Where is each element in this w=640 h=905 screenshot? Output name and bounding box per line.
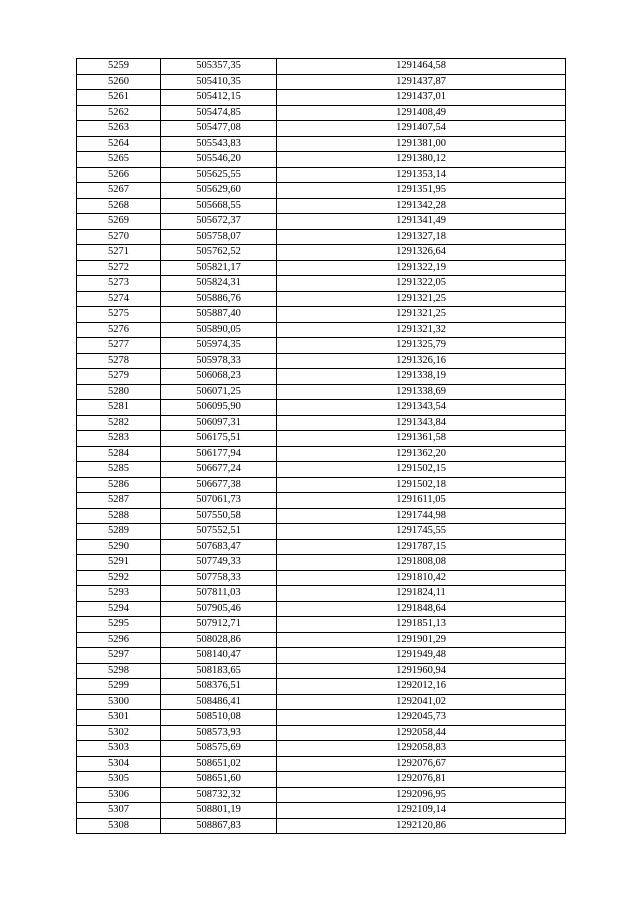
point-number-cell: 5269	[77, 214, 161, 230]
x-coordinate-cell: 505357,35	[161, 59, 277, 75]
table-row	[77, 694, 566, 710]
table-row	[77, 90, 566, 106]
point-number-cell: 5279	[77, 369, 161, 385]
x-coordinate-cell: 505887,40	[161, 307, 277, 323]
table-row	[77, 384, 566, 400]
x-coordinate-cell: 508801,19	[161, 803, 277, 819]
point-number-cell: 5268	[77, 198, 161, 214]
point-number-cell: 5287	[77, 493, 161, 509]
point-number-cell: 5294	[77, 601, 161, 617]
y-coordinate-cell: 1291901,29	[277, 632, 566, 648]
x-coordinate-cell: 507061,73	[161, 493, 277, 509]
x-coordinate-cell: 505546,20	[161, 152, 277, 168]
y-coordinate-cell: 1291949,48	[277, 648, 566, 664]
x-coordinate-cell: 506097,31	[161, 415, 277, 431]
x-coordinate-cell: 508510,08	[161, 710, 277, 726]
point-number-cell: 5266	[77, 167, 161, 183]
x-coordinate-cell: 505821,17	[161, 260, 277, 276]
point-number-cell: 5283	[77, 431, 161, 447]
point-number-cell: 5276	[77, 322, 161, 338]
y-coordinate-cell: 1291848,64	[277, 601, 566, 617]
x-coordinate-cell: 505978,33	[161, 353, 277, 369]
x-coordinate-cell: 508183,65	[161, 663, 277, 679]
coordinates-table-body	[77, 59, 566, 834]
point-number-cell: 5284	[77, 446, 161, 462]
table-row	[77, 229, 566, 245]
point-number-cell: 5289	[77, 524, 161, 540]
x-coordinate-cell: 505762,52	[161, 245, 277, 261]
point-number-cell: 5306	[77, 787, 161, 803]
x-coordinate-cell: 506068,23	[161, 369, 277, 385]
x-coordinate-cell: 507552,51	[161, 524, 277, 540]
point-number-cell: 5286	[77, 477, 161, 493]
point-number-cell: 5288	[77, 508, 161, 524]
table-row	[77, 663, 566, 679]
table-row	[77, 369, 566, 385]
x-coordinate-cell: 506095,90	[161, 400, 277, 416]
table-row	[77, 477, 566, 493]
y-coordinate-cell: 1291851,13	[277, 617, 566, 633]
table-row	[77, 136, 566, 152]
x-coordinate-cell: 507683,47	[161, 539, 277, 555]
table-row	[77, 632, 566, 648]
point-number-cell: 5259	[77, 59, 161, 75]
table-row	[77, 291, 566, 307]
point-number-cell: 5293	[77, 586, 161, 602]
x-coordinate-cell: 505886,76	[161, 291, 277, 307]
point-number-cell: 5277	[77, 338, 161, 354]
y-coordinate-cell: 1291343,54	[277, 400, 566, 416]
y-coordinate-cell: 1291464,58	[277, 59, 566, 75]
point-number-cell: 5308	[77, 818, 161, 834]
x-coordinate-cell: 505629,60	[161, 183, 277, 199]
x-coordinate-cell: 508140,47	[161, 648, 277, 664]
point-number-cell: 5260	[77, 74, 161, 90]
y-coordinate-cell: 1291362,20	[277, 446, 566, 462]
y-coordinate-cell: 1291327,18	[277, 229, 566, 245]
table-row	[77, 725, 566, 741]
x-coordinate-cell: 505412,15	[161, 90, 277, 106]
table-row	[77, 539, 566, 555]
point-number-cell: 5278	[77, 353, 161, 369]
table-row	[77, 276, 566, 292]
x-coordinate-cell: 505477,08	[161, 121, 277, 137]
y-coordinate-cell: 1291810,42	[277, 570, 566, 586]
x-coordinate-cell: 505824,31	[161, 276, 277, 292]
y-coordinate-cell: 1291321,25	[277, 291, 566, 307]
table-row	[77, 803, 566, 819]
y-coordinate-cell: 1291408,49	[277, 105, 566, 121]
point-number-cell: 5261	[77, 90, 161, 106]
point-number-cell: 5290	[77, 539, 161, 555]
table-row	[77, 756, 566, 772]
x-coordinate-cell: 505410,35	[161, 74, 277, 90]
table-row	[77, 446, 566, 462]
y-coordinate-cell: 1291824,11	[277, 586, 566, 602]
x-coordinate-cell: 508651,60	[161, 772, 277, 788]
point-number-cell: 5297	[77, 648, 161, 664]
x-coordinate-cell: 506677,24	[161, 462, 277, 478]
y-coordinate-cell: 1291787,15	[277, 539, 566, 555]
y-coordinate-cell: 1292096,95	[277, 787, 566, 803]
y-coordinate-cell: 1291381,00	[277, 136, 566, 152]
y-coordinate-cell: 1292045,73	[277, 710, 566, 726]
table-row	[77, 524, 566, 540]
x-coordinate-cell: 506677,38	[161, 477, 277, 493]
y-coordinate-cell: 1291326,16	[277, 353, 566, 369]
x-coordinate-cell: 505672,37	[161, 214, 277, 230]
table-row	[77, 462, 566, 478]
y-coordinate-cell: 1292076,81	[277, 772, 566, 788]
table-row	[77, 198, 566, 214]
point-number-cell: 5303	[77, 741, 161, 757]
y-coordinate-cell: 1291322,19	[277, 260, 566, 276]
y-coordinate-cell: 1291351,95	[277, 183, 566, 199]
x-coordinate-cell: 505890,05	[161, 322, 277, 338]
point-number-cell: 5272	[77, 260, 161, 276]
point-number-cell: 5300	[77, 694, 161, 710]
table-row	[77, 710, 566, 726]
table-row	[77, 570, 566, 586]
table-row	[77, 679, 566, 695]
point-number-cell: 5291	[77, 555, 161, 571]
point-number-cell: 5292	[77, 570, 161, 586]
table-row	[77, 818, 566, 834]
x-coordinate-cell: 507912,71	[161, 617, 277, 633]
x-coordinate-cell: 508867,83	[161, 818, 277, 834]
y-coordinate-cell: 1291338,19	[277, 369, 566, 385]
y-coordinate-cell: 1291361,58	[277, 431, 566, 447]
y-coordinate-cell: 1292076,67	[277, 756, 566, 772]
point-number-cell: 5264	[77, 136, 161, 152]
y-coordinate-cell: 1292012,16	[277, 679, 566, 695]
table-row	[77, 586, 566, 602]
y-coordinate-cell: 1291321,32	[277, 322, 566, 338]
x-coordinate-cell: 508651,02	[161, 756, 277, 772]
table-row	[77, 245, 566, 261]
table-row	[77, 121, 566, 137]
point-number-cell: 5265	[77, 152, 161, 168]
y-coordinate-cell: 1291407,54	[277, 121, 566, 137]
point-number-cell: 5270	[77, 229, 161, 245]
y-coordinate-cell: 1291611,05	[277, 493, 566, 509]
point-number-cell: 5305	[77, 772, 161, 788]
x-coordinate-cell: 508028,86	[161, 632, 277, 648]
y-coordinate-cell: 1291744,98	[277, 508, 566, 524]
point-number-cell: 5295	[77, 617, 161, 633]
y-coordinate-cell: 1291502,15	[277, 462, 566, 478]
x-coordinate-cell: 507749,33	[161, 555, 277, 571]
y-coordinate-cell: 1291342,28	[277, 198, 566, 214]
point-number-cell: 5273	[77, 276, 161, 292]
table-row	[77, 617, 566, 633]
x-coordinate-cell: 508732,32	[161, 787, 277, 803]
table-row	[77, 322, 566, 338]
y-coordinate-cell: 1291338,69	[277, 384, 566, 400]
y-coordinate-cell: 1291341,49	[277, 214, 566, 230]
table-row	[77, 59, 566, 75]
x-coordinate-cell: 508573,93	[161, 725, 277, 741]
x-coordinate-cell: 507905,46	[161, 601, 277, 617]
table-row	[77, 152, 566, 168]
point-number-cell: 5296	[77, 632, 161, 648]
x-coordinate-cell: 505625,55	[161, 167, 277, 183]
table-row	[77, 353, 566, 369]
point-number-cell: 5282	[77, 415, 161, 431]
y-coordinate-cell: 1291960,94	[277, 663, 566, 679]
table-row	[77, 601, 566, 617]
table-row	[77, 431, 566, 447]
y-coordinate-cell: 1291502,18	[277, 477, 566, 493]
point-number-cell: 5299	[77, 679, 161, 695]
y-coordinate-cell: 1291745,55	[277, 524, 566, 540]
table-row	[77, 307, 566, 323]
table-row	[77, 214, 566, 230]
y-coordinate-cell: 1291343,84	[277, 415, 566, 431]
x-coordinate-cell: 507811,03	[161, 586, 277, 602]
table-row	[77, 167, 566, 183]
y-coordinate-cell: 1292120,86	[277, 818, 566, 834]
x-coordinate-cell: 505668,55	[161, 198, 277, 214]
table-row	[77, 74, 566, 90]
y-coordinate-cell: 1292058,44	[277, 725, 566, 741]
x-coordinate-cell: 505543,83	[161, 136, 277, 152]
point-number-cell: 5280	[77, 384, 161, 400]
table-row	[77, 105, 566, 121]
point-number-cell: 5285	[77, 462, 161, 478]
point-number-cell: 5267	[77, 183, 161, 199]
x-coordinate-cell: 506071,25	[161, 384, 277, 400]
point-number-cell: 5274	[77, 291, 161, 307]
y-coordinate-cell: 1291380,12	[277, 152, 566, 168]
y-coordinate-cell: 1291325,79	[277, 338, 566, 354]
point-number-cell: 5302	[77, 725, 161, 741]
table-row	[77, 400, 566, 416]
table-row	[77, 741, 566, 757]
y-coordinate-cell: 1291808,08	[277, 555, 566, 571]
y-coordinate-cell: 1291326,64	[277, 245, 566, 261]
point-number-cell: 5262	[77, 105, 161, 121]
x-coordinate-cell: 508376,51	[161, 679, 277, 695]
y-coordinate-cell: 1292109,14	[277, 803, 566, 819]
point-number-cell: 5298	[77, 663, 161, 679]
x-coordinate-cell: 508575,69	[161, 741, 277, 757]
table-row	[77, 493, 566, 509]
x-coordinate-cell: 508486,41	[161, 694, 277, 710]
point-number-cell: 5304	[77, 756, 161, 772]
point-number-cell: 5271	[77, 245, 161, 261]
table-row	[77, 260, 566, 276]
coordinates-table	[76, 58, 566, 834]
table-row	[77, 183, 566, 199]
x-coordinate-cell: 505758,07	[161, 229, 277, 245]
table-row	[77, 648, 566, 664]
table-row	[77, 338, 566, 354]
x-coordinate-cell: 506177,94	[161, 446, 277, 462]
y-coordinate-cell: 1291437,87	[277, 74, 566, 90]
y-coordinate-cell: 1291437,01	[277, 90, 566, 106]
point-number-cell: 5275	[77, 307, 161, 323]
y-coordinate-cell: 1292058,83	[277, 741, 566, 757]
table-row	[77, 772, 566, 788]
y-coordinate-cell: 1291321,25	[277, 307, 566, 323]
y-coordinate-cell: 1291322,05	[277, 276, 566, 292]
x-coordinate-cell: 507758,33	[161, 570, 277, 586]
point-number-cell: 5307	[77, 803, 161, 819]
table-row	[77, 508, 566, 524]
point-number-cell: 5263	[77, 121, 161, 137]
y-coordinate-cell: 1291353,14	[277, 167, 566, 183]
x-coordinate-cell: 507550,58	[161, 508, 277, 524]
x-coordinate-cell: 505974,35	[161, 338, 277, 354]
table-row	[77, 415, 566, 431]
x-coordinate-cell: 506175,51	[161, 431, 277, 447]
point-number-cell: 5301	[77, 710, 161, 726]
table-row	[77, 555, 566, 571]
y-coordinate-cell: 1292041,02	[277, 694, 566, 710]
point-number-cell: 5281	[77, 400, 161, 416]
x-coordinate-cell: 505474,85	[161, 105, 277, 121]
table-row	[77, 787, 566, 803]
